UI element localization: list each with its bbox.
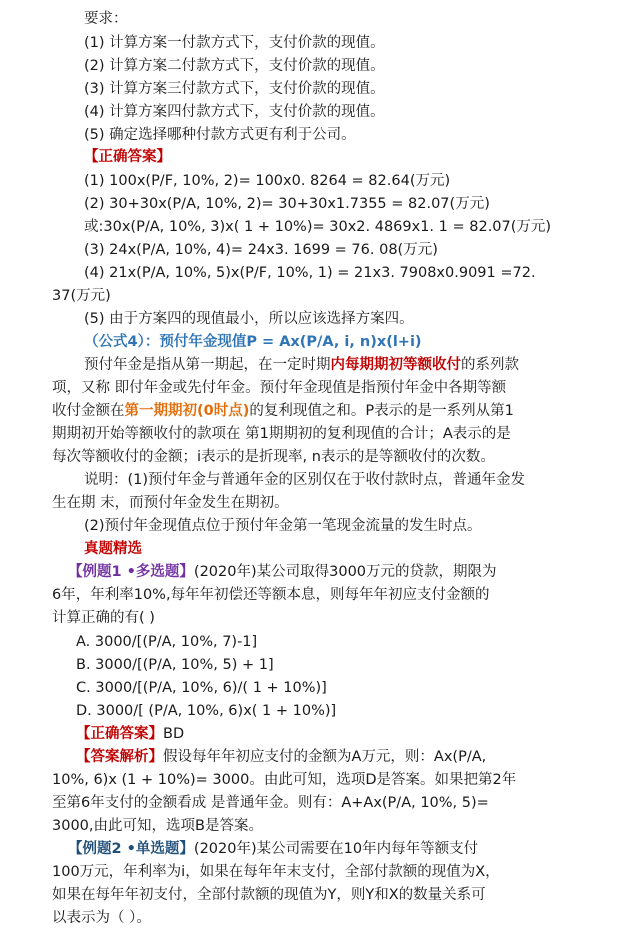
q1-option-c: C. 3000/[(P/A, 10%, 6)/( 1 + 10%)] (76, 680, 327, 696)
q2-stem-line-1 (68, 838, 478, 860)
q1-tag: 例题1 •多选题 (82, 564, 180, 580)
formula-title: （公式4）：预付年金现值P = Ax(P/A, i, n)x(l+i) (84, 334, 422, 350)
answer-label: 【正确答案】 (84, 149, 171, 165)
q2-tag-open: 【 (68, 841, 83, 857)
answer-line-1: (1) 100x(P/F, 10%, 2)= 100x0. 8264 = 82.64(万元) (84, 173, 451, 189)
q1-analysis-line-2: 10%, 6)x (1 + 10%)= 3000。由此可知，选项D是答案。如果把第2年 (52, 772, 517, 788)
highlight-text: 第一期期初(0时点) (124, 403, 250, 419)
answer-line-3: 或:30x(P/A, 10%, 3)x( 1 + 10%)= 30x2. 4869x1. 1 = 82.07(万元) (84, 219, 552, 235)
q1-tag-close: 】 (179, 564, 194, 580)
requirement-item-1: (1) 计算方案一付款方式下，支付价款的现值。 (84, 35, 385, 51)
q1-stem: (2020年)某公司取得3000万元的贷款，期限为 (193, 564, 497, 580)
q1-answer-value: BD (163, 726, 185, 742)
formula-paragraph-line-2: 项，又称 即付年金或先付年金。预付年金现值是指预付年金中各期等额 (52, 380, 507, 396)
note-line-2: 生在期 末，而预付年金发生在期初。 (52, 495, 289, 511)
answer-line-6: 37(万元) (52, 288, 111, 304)
formula-text: 预付年金是指从第一期起，在一定时期 (84, 357, 331, 373)
note-line-1: 说明：(1)预付年金与普通年金的区别仅在于收付款时点，普通年金发 (84, 472, 526, 488)
formula-text: 收付金额在 (52, 403, 125, 419)
q1-answer (76, 723, 184, 745)
q1-analysis-line-1 (76, 746, 486, 768)
q2-tag: 例题2 •单选题 (82, 841, 180, 857)
q2-tag-close: 】 (179, 841, 194, 857)
requirement-item-4: (4) 计算方案四付款方式下，支付价款的现值。 (84, 104, 385, 120)
formula-paragraph-line-3 (52, 400, 514, 422)
q1-answer-label: 【正确答案】 (76, 726, 163, 742)
formula-text: 的系列款 (461, 357, 519, 373)
formula-paragraph-line-1 (84, 354, 519, 376)
q1-analysis-label: 【答案解析】 (76, 749, 163, 765)
answer-line-5: (4) 21x(P/A, 10%, 5)x(P/F, 10%, 1) = 21x3. 7908x0.9091 =72. (84, 265, 536, 281)
q1-analysis-line-4: 3000,由此可知，选项B是答案。 (52, 818, 263, 834)
requirement-item-5: (5) 确定选择哪种付款方式更有利于公司。 (84, 127, 356, 143)
answer-line-4: (3) 24x(P/A, 10%, 4)= 24x3. 1699 = 76. 08(万元) (84, 242, 438, 258)
exam-heading: 真题精选 (84, 541, 142, 557)
q2-stem: (2020年)某公司需要在10年内每年等额支付 (193, 841, 479, 857)
formula-paragraph-line-5: 每次等额收付的金额；i表示的是折现率, n表示的是等额收付的次数。 (52, 449, 495, 465)
note-line-3: (2)预付年金现值点位于预付年金第一笔现金流量的发生时点。 (84, 518, 482, 534)
q1-stem-line-1 (68, 561, 497, 583)
q1-option-b: B. 3000/[(P/A, 10%, 5) + 1] (76, 657, 274, 673)
q1-analysis-text: 假设每年年初应支付的金额为A万元，则：Ax(P/A, (163, 749, 487, 765)
formula-paragraph-line-4: 期期初开始等额收付的款项在 第1期期初的复利现值的合计；A表示的是 (52, 426, 511, 442)
q1-stem-line-2: 6年，年利率10%,每年年初偿还等额本息，则每年年初应支付金额的 (52, 587, 490, 603)
q1-tag-open: 【 (68, 564, 83, 580)
q2-stem-line-4: 以表示为（ ）。 (52, 910, 151, 926)
q2-stem-line-2: 100万元，年利率为i，如果在每年年末支付，全部付款额的现值为X， (52, 864, 500, 880)
formula-text: 的复利现值之和。P表示的是一系列从第1 (249, 403, 514, 419)
requirements-heading: 要求： (84, 11, 128, 27)
q1-option-d: D. 3000/[ (P/A, 10%, 6)x( 1 + 10%)] (76, 703, 337, 719)
q1-option-a: A. 3000/[(P/A, 10%, 7)-1] (76, 634, 258, 650)
requirement-item-3: (3) 计算方案三付款方式下，支付价款的现值。 (84, 81, 385, 97)
q1-analysis-line-3: 至第6年支付的金额看成 是普通年金。则有：A+Ax(P/A, 10%, 5)= (52, 795, 489, 811)
highlight-text: 内每期期初等额收付 (330, 357, 461, 373)
answer-line-7: (5) 由于方案四的现值最小，所以应该选择方案四。 (84, 311, 414, 327)
q1-stem-line-3: 计算正确的有( ) (52, 610, 155, 626)
requirement-item-2: (2) 计算方案二付款方式下，支付价款的现值。 (84, 58, 385, 74)
answer-line-2: (2) 30+30x(P/A, 10%, 2)= 30+30x1.7355 = 82.07(万元) (84, 196, 490, 212)
q2-stem-line-3: 如果在每年年初支付，全部付款额的现值为Y，则Y和X的数量关系可 (52, 887, 486, 903)
